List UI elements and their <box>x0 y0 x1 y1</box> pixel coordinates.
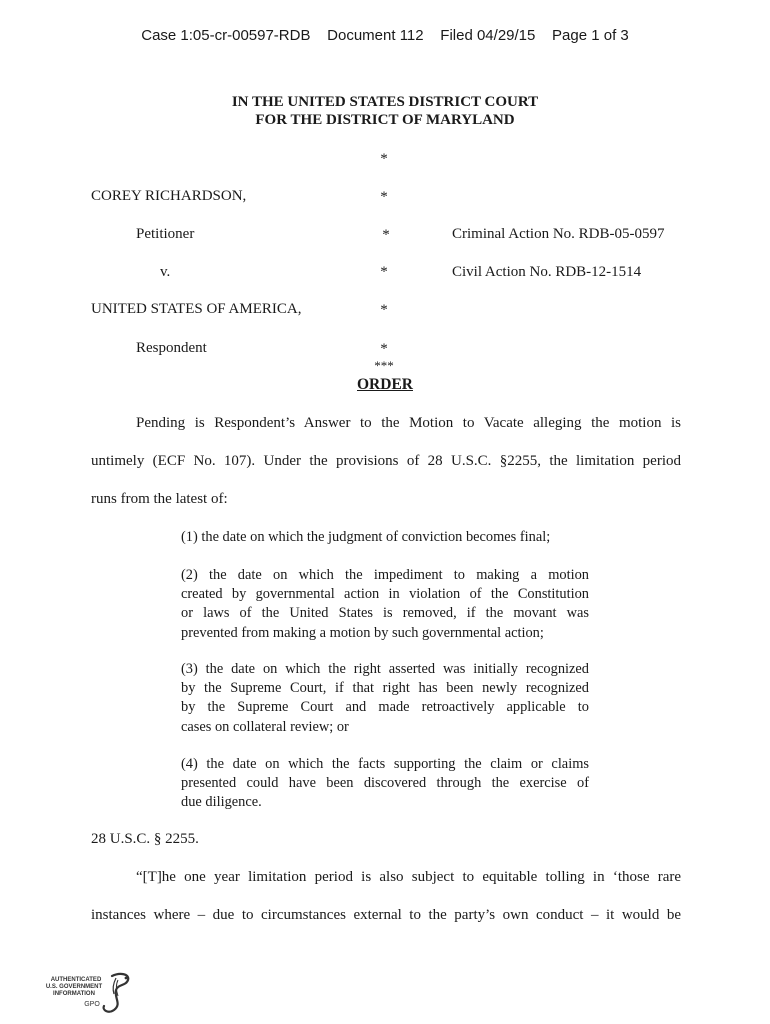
quote-line: or laws of the United States is removed, if the movant was <box>181 605 589 622</box>
seal-text-line1: AUTHENTICATED <box>50 977 102 983</box>
filing-header <box>0 27 770 44</box>
quote-line: cases on collateral review; or <box>181 718 349 735</box>
quote-item-1 <box>181 528 589 547</box>
body-line: instances where – due to circumstances external to the party’s own conduct – it would be <box>91 907 681 923</box>
caption-star: * <box>380 341 388 357</box>
petitioner-name: COREY RICHARDSON, <box>91 188 247 204</box>
quote-item-2 <box>181 566 589 643</box>
caption-triple-star: *** <box>374 358 394 373</box>
filed-date: Filed 04/29/15 <box>440 27 536 44</box>
page-number: Page 1 of 3 <box>552 27 629 44</box>
document-number: Document 112 <box>327 27 424 44</box>
statute-citation: 28 U.S.C. § 2255. <box>91 831 199 847</box>
body-line: “[T]he one year limitation period is also subject to equitable tolling in ‘those rare <box>136 869 681 885</box>
caption-star: * <box>380 302 388 318</box>
body-line: Pending is Respondent’s Answer to the Motion to Vacate alleging the motion is <box>136 415 681 431</box>
quote-line: (4) the date on which the facts supporting the claim or claims <box>181 756 589 772</box>
quote-line: prevented from making a motion by such governmental action; <box>181 624 544 641</box>
versus: v. <box>160 264 171 280</box>
respondent-role: Respondent <box>136 340 207 356</box>
body-line: untimely (ECF No. 107). Under the provisions of 28 U.S.C. §2255, the limitation period <box>91 453 681 469</box>
quote-line: by the Supreme Court, if that right has been newly recognized <box>181 680 589 697</box>
quote-item-4 <box>181 755 589 813</box>
quote-line: by the Supreme Court and made retroactively applicable to <box>181 699 589 716</box>
order-title: ORDER <box>357 376 413 393</box>
caption-star: * <box>380 189 388 205</box>
court-heading-line2: FOR THE DISTRICT OF MARYLAND <box>255 112 515 128</box>
civil-action-number: Civil Action No. RDB-12-1514 <box>452 264 642 280</box>
seal-text-line3: INFORMATION <box>53 991 95 997</box>
caption-star: * <box>382 227 390 243</box>
quote-item-3 <box>181 660 589 737</box>
quote-line: created by governmental action in violation of the Constitution <box>181 586 589 603</box>
quote-line: (2) the date on which the impediment to making a motion <box>181 567 589 583</box>
quote-line: (3) the date on which the right asserted was initially recognized <box>181 661 589 677</box>
quote-line: (1) the date on which the judgment of conviction becomes final; <box>181 529 551 545</box>
body-line: runs from the latest of: <box>91 491 228 507</box>
case-number: Case 1:05-cr-00597-RDB <box>141 27 311 44</box>
court-heading-line1: IN THE UNITED STATES DISTRICT COURT <box>231 94 539 110</box>
quote-line: due diligence. <box>181 794 262 811</box>
criminal-action-number: Criminal Action No. RDB-05-0597 <box>452 226 665 242</box>
seal-text-line4: GPO <box>84 1001 100 1008</box>
petitioner-role: Petitioner <box>136 226 195 242</box>
caption-star: * <box>380 264 388 280</box>
respondent-name: UNITED STATES OF AMERICA, <box>91 301 302 317</box>
seal-text-line2: U.S. GOVERNMENT <box>45 984 103 990</box>
quote-line: presented could have been discovered through the exercise of <box>181 775 589 792</box>
gpo-authentication-seal <box>42 970 138 1014</box>
caption-star: * <box>380 151 388 167</box>
eagle-seal-icon <box>42 970 138 1014</box>
